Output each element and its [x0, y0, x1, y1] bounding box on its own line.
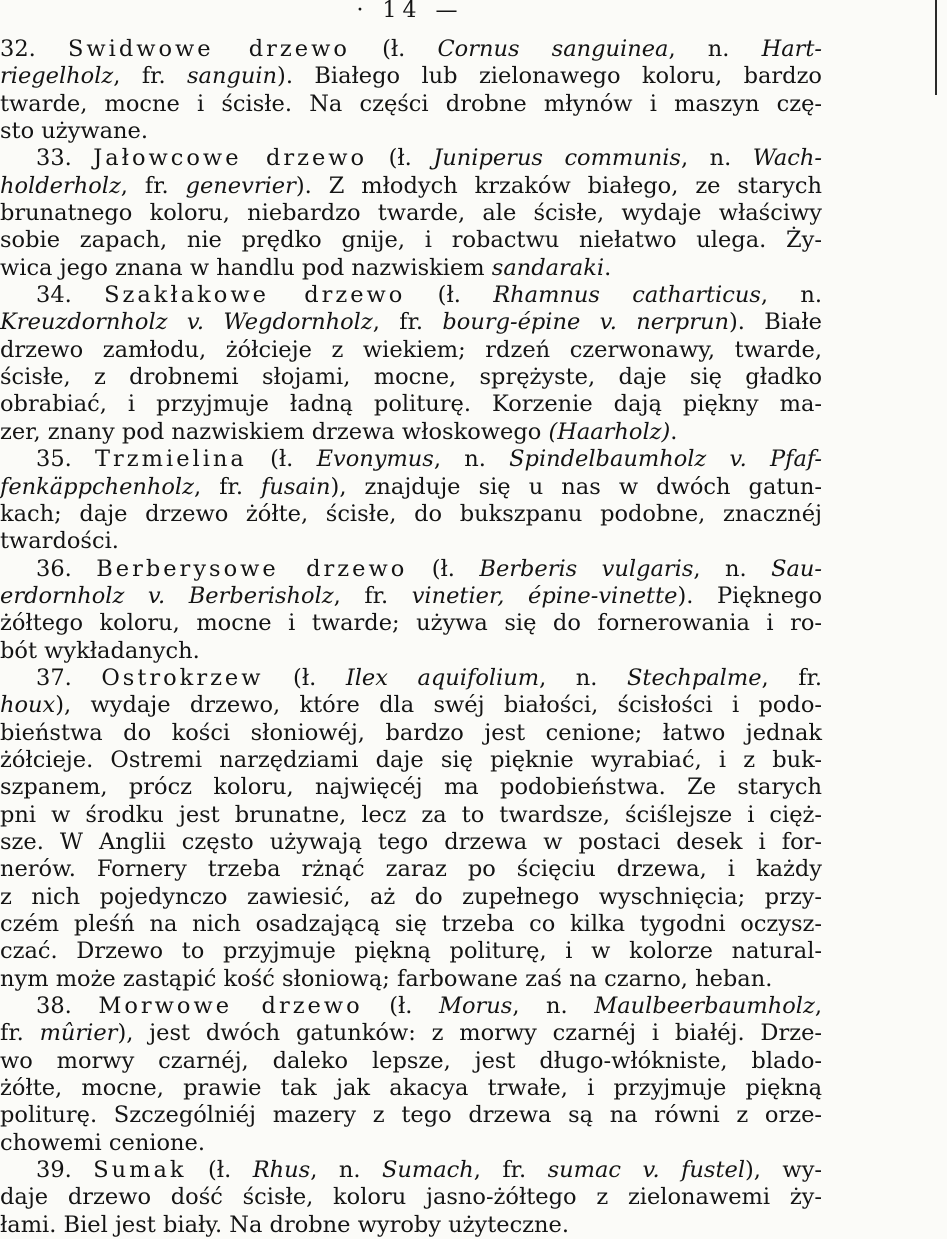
entry-heading: Szakłakowe drzewo [104, 282, 406, 309]
text-line [0, 638, 822, 665]
text-line [0, 364, 822, 391]
italic-term: Ilex aquifolium [345, 664, 540, 691]
text-run: , fr. [193, 473, 262, 500]
text-line [0, 474, 822, 501]
text-line [0, 966, 822, 993]
text-run: (ł. [407, 555, 480, 582]
italic-term: mûrier [39, 1020, 118, 1047]
text-run: ), wydaje drzewo, które dla swéj białości, ścisłości i podo- [55, 692, 822, 719]
text-line [0, 118, 822, 145]
text-run: pni w środku jest brunatne, lecz za to twardsze, ściślejsze i cięż- [0, 801, 822, 828]
text-line [0, 36, 822, 63]
text-column [0, 36, 822, 1239]
text-run: szpanem, prócz koloru, najwięcéj ma podobieństwa. Ze starych [0, 774, 822, 801]
text-line [0, 911, 822, 938]
text-line [0, 1157, 822, 1184]
text-line [0, 63, 822, 90]
text-run: 33. [36, 145, 94, 172]
text-line [0, 227, 822, 254]
text-line [0, 692, 822, 719]
text-line [0, 1212, 822, 1239]
text-line [0, 856, 822, 883]
text-run: 39. [36, 1157, 94, 1184]
italic-term: Evonymus [316, 446, 434, 473]
entry-heading: Jałowcowe drzewo [93, 145, 368, 172]
italic-term: fenkäppchenholz [0, 473, 194, 500]
italic-term: Rhamnus catharticus [493, 282, 761, 309]
text-run: . [604, 254, 612, 281]
text-run: , n. [310, 1157, 382, 1184]
text-run: , fr. [113, 63, 187, 90]
text-run: 38. [36, 993, 99, 1020]
text-run: (ł. [367, 145, 434, 172]
text-line [0, 556, 822, 583]
text-run: łami. Biel jest biały. Na drobne wyroby użyteczne. [0, 1211, 569, 1238]
italic-term: fusain [261, 473, 331, 500]
text-line [0, 1184, 822, 1211]
text-run: ). Z młodych krzaków białego, ze starych [295, 172, 822, 199]
text-run: czém pleśń na nich osadzającą się trzeba co kilka tygodni oczysz- [0, 911, 822, 937]
italic-term: Berberis vulgaris [479, 555, 694, 582]
italic-term: Wach- [752, 145, 822, 172]
text-line [0, 610, 822, 637]
text-run: ). Białego lub zielonawego koloru, bardzo [277, 63, 822, 90]
text-line [0, 173, 822, 200]
text-run: (ł. [349, 36, 438, 62]
text-run: 36. [36, 555, 97, 582]
text-run: czać. Drzewo to przyjmuje piękną politurę, i w kolorze natural- [0, 938, 822, 965]
entry-heading: Ostrokrzew [101, 664, 264, 691]
italic-term: Spindelbaumholz v. Pfaf- [509, 446, 823, 473]
italic-term: Sau- [771, 555, 822, 582]
italic-term: riegelholz [0, 63, 114, 90]
text-run: brunatnego koloru, niebardzo twarde, ale ścisłe, wydaje właściwy [0, 200, 822, 227]
text-line [0, 255, 822, 282]
text-run: żółtego koloru, mocne i twarde; używa się do fornerowania i ro- [0, 610, 822, 637]
italic-term: Sumach [381, 1157, 474, 1184]
text-run: kach; daje drzewo żółte, ścisłe, do bukszpanu podobne, znacznéj [0, 500, 822, 527]
text-line [0, 774, 822, 801]
italic-term: Rhus [252, 1157, 311, 1184]
italic-term: Juniperus communis [433, 145, 681, 172]
text-line [0, 337, 822, 364]
page-edge-rule [935, 0, 937, 95]
entry-heading: Berberysowe drzewo [96, 555, 408, 582]
text-run: bót wykładanych. [0, 637, 200, 664]
text-line [0, 1048, 822, 1075]
text-run: ), znajduje się u nas w dwóch gatun- [330, 473, 822, 500]
text-run: ), jest dwóch gatunków: z morwy czarnéj i białéj. Drze- [117, 1020, 822, 1047]
text-run: bieństwa do kości słoniowéj, bardzo jest cenione; łatwo jednak [0, 719, 822, 746]
text-run: (ł. [246, 446, 317, 473]
text-line [0, 528, 822, 555]
text-line [0, 309, 822, 336]
text-run: 37. [36, 664, 102, 691]
italic-term: sanguin [187, 63, 278, 90]
text-run: nerów. Fornery trzeba rżnąć zaraz po ścięciu drzewa, i każdy [0, 856, 822, 883]
text-line [0, 583, 822, 610]
italic-term: sandaraki [491, 254, 605, 281]
text-run: (ł. [186, 1157, 253, 1184]
text-line [0, 419, 822, 446]
text-run: 34. [36, 282, 105, 309]
text-line [0, 282, 822, 309]
text-run: , n. [539, 664, 627, 691]
italic-term: vinetier, épine-vinette [411, 582, 678, 609]
italic-term: houx [0, 692, 56, 719]
text-run: 35. [36, 446, 96, 473]
text-line [0, 802, 822, 829]
italic-term: erdornholz v. Berberisholz [0, 582, 334, 609]
italic-term: bourg-épine v. nerprun [442, 309, 729, 336]
text-run: sobie zapach, nie prędko gnije, i robactwu niełatwo ulega. Ży- [0, 227, 822, 254]
text-run: nym może zastąpić kość słoniową; farbowane zaś na czarno, heban. [0, 965, 773, 992]
text-run: twardości. [0, 528, 119, 555]
text-run: , fr. [120, 172, 186, 199]
text-run: fr. [0, 1020, 40, 1047]
italic-term: holderholz [0, 172, 121, 199]
text-line [0, 747, 822, 774]
text-run: obrabiać, i przyjmuje ładną politurę. Korzenie dają piękny ma- [0, 391, 822, 418]
text-line [0, 145, 822, 172]
text-run: sto używane. [0, 118, 148, 145]
text-run: , fr. [761, 664, 823, 691]
text-line [0, 91, 822, 118]
text-line [0, 1020, 822, 1047]
text-run: (ł. [362, 993, 439, 1020]
text-run: , n. [760, 282, 822, 309]
entry-heading: Trzmielina [95, 446, 247, 473]
text-line [0, 829, 822, 856]
text-line [0, 884, 822, 911]
text-line [0, 391, 822, 418]
text-run: daje drzewo dość ścisłe, koloru jasno-żółtego z zielonawemi ży- [0, 1184, 822, 1211]
text-run: , [814, 993, 823, 1020]
text-run: ). Pięknego [677, 582, 823, 609]
text-run: , fr. [333, 582, 412, 609]
italic-term: sumac v. fustel [547, 1157, 746, 1184]
text-run: wo morwy czarnéj, daleko lepsze, jest długo-włókniste, blado- [0, 1047, 822, 1074]
text-run: , n. [680, 145, 753, 172]
text-run: żółcieje. Ostremi narzędziami daje się pięknie wyrabiać, i z buk- [0, 746, 822, 773]
italic-term: Cornus sanguinea [437, 36, 669, 62]
entry-heading: Swidwowe drzewo [67, 36, 350, 62]
text-run: ścisłe, z drobnemi słojami, mocne, sprężyste, daje się gładko [0, 364, 822, 391]
text-run: . [670, 418, 678, 445]
text-run: twarde, mocne i ścisłe. Na części drobne młynów i maszyn czę- [0, 90, 822, 117]
text-line [0, 938, 822, 965]
text-run: sze. W Anglii często używają tego drzewa w postaci desek i for- [0, 828, 822, 855]
text-line [0, 200, 822, 227]
text-run: z nich pojedynczo zawiesić, aż do zupełnego wyschnięcia; przy- [0, 883, 822, 910]
italic-term: Kreuzdornholz v. Wegdornholz [0, 309, 373, 336]
text-run: ). Białe [728, 309, 823, 336]
text-line [0, 446, 822, 473]
text-line [0, 993, 822, 1020]
text-run: drzewo zamłodu, żółcieje z wiekiem; rdzeń czerwonawy, twarde, [0, 336, 822, 363]
text-run: , n. [693, 555, 772, 582]
text-run: wica jego znana w handlu pod nazwiskiem [0, 254, 492, 281]
text-run: , fr. [372, 309, 443, 336]
text-run: ), wy- [745, 1157, 823, 1184]
italic-term: Morus [438, 993, 513, 1020]
italic-term: Maulbeerbaumholz [594, 993, 815, 1020]
text-run: , n. [668, 36, 762, 62]
italic-term: Stechpalme [627, 664, 762, 691]
italic-term: genevrier [185, 172, 296, 199]
text-line [0, 720, 822, 747]
text-line [0, 665, 822, 692]
text-run: żółte, mocne, prawie tak jak akacya trwałe, i przyjmuje piękną [0, 1075, 822, 1102]
entry-heading: Sumak [93, 1157, 187, 1184]
text-run: 32. [0, 36, 68, 62]
text-line [0, 501, 822, 528]
text-run: (ł. [405, 282, 494, 309]
text-run: zer, znany pod nazwiskiem drzewa włoskowego [0, 418, 549, 445]
text-line [0, 1075, 822, 1102]
text-run: , fr. [473, 1157, 548, 1184]
text-run: politurę. Szczególniéj mazery z tego drzewa są na równi z orze- [0, 1102, 822, 1129]
text-line [0, 1102, 822, 1129]
page-number: · 14 — [356, 0, 464, 23]
text-run: chowemi cenione. [0, 1129, 206, 1156]
italic-term: (Haarholz) [548, 418, 671, 445]
text-line [0, 1130, 822, 1157]
text-run: , n. [512, 993, 595, 1020]
text-run: , n. [433, 446, 510, 473]
entry-heading: Morwowe drzewo [98, 993, 363, 1020]
italic-term: Hart- [761, 36, 823, 62]
text-run: (ł. [263, 664, 346, 691]
